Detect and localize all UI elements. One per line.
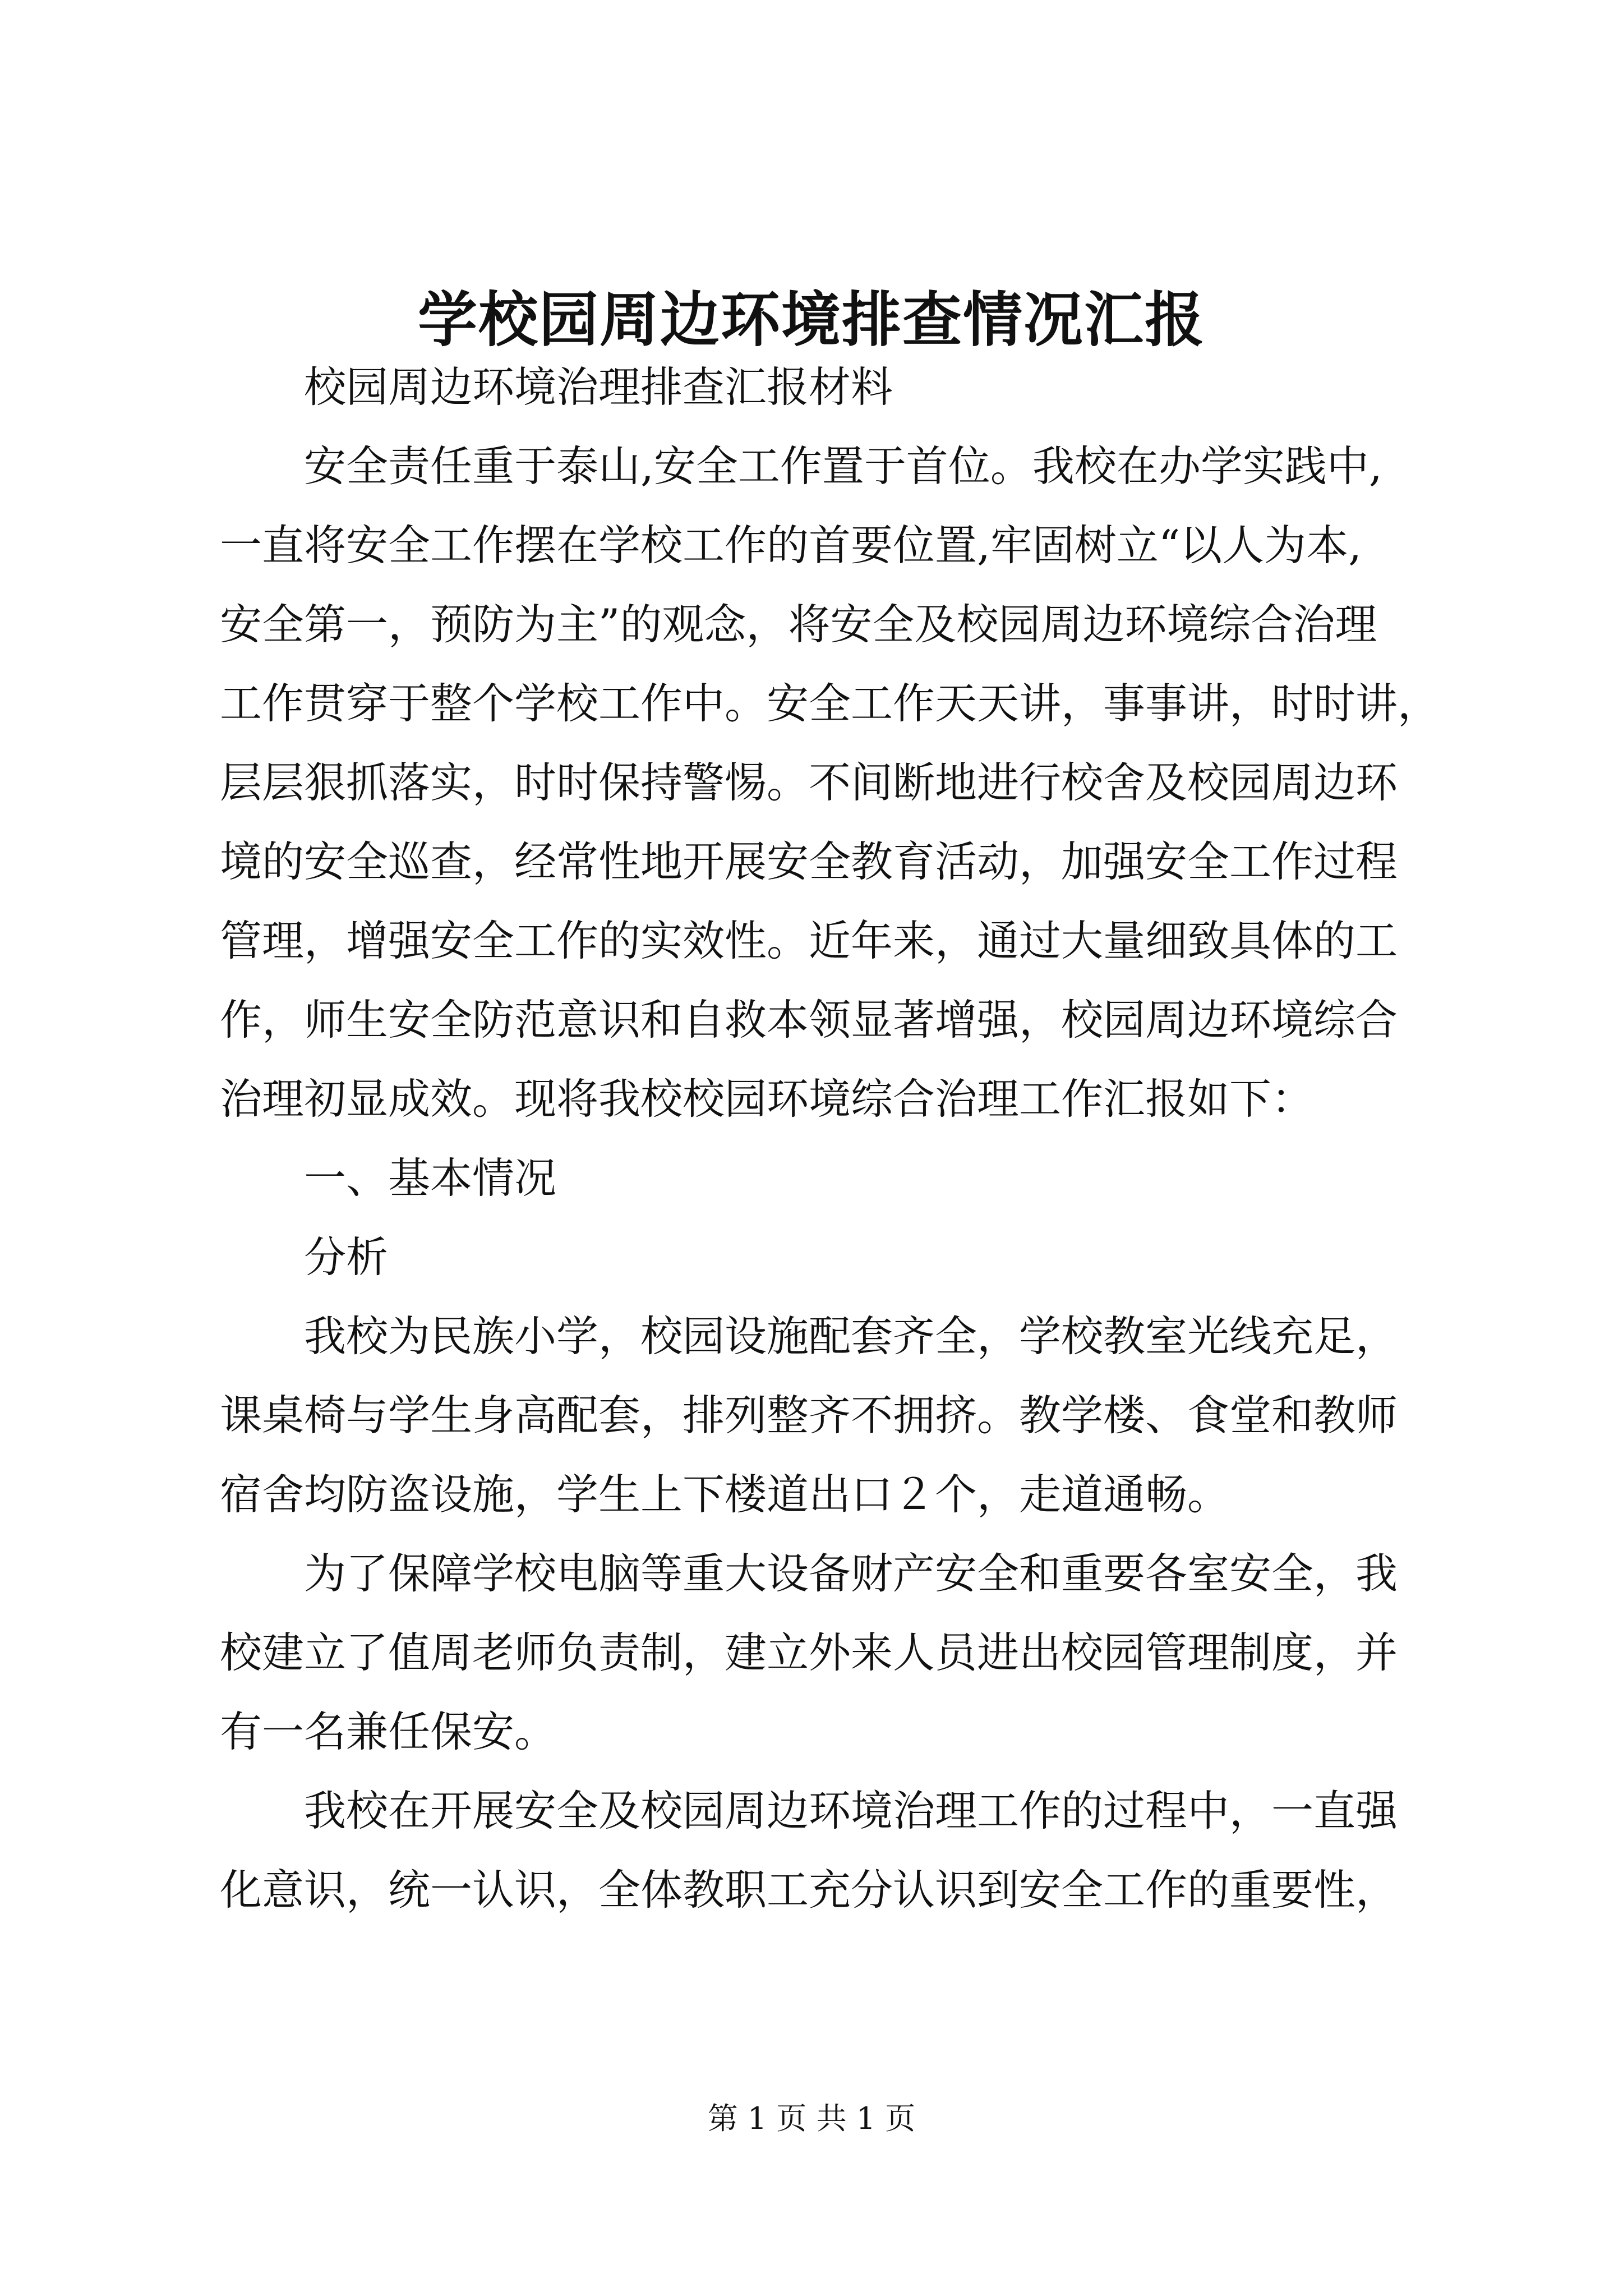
section-heading: 一、基本情况 xyxy=(220,1153,557,1203)
text-line: 化意识，统一认识，全体教职工充分认识到安全工作的重要性， xyxy=(220,1865,1398,1915)
text-line: 我校在开展安全及校园周边环境治理工作的过程中，一直强 xyxy=(220,1786,1398,1835)
text-line: 我校为民族小学，校园设施配套齐全，学校教室光线充足， xyxy=(220,1312,1398,1361)
document-body xyxy=(220,348,1440,1930)
text-line: 作，师生安全防范意识和自救本领显著增强，校园周边环境综合 xyxy=(220,995,1398,1045)
page-footer: 第 1 页 共 1 页 xyxy=(707,2101,916,2136)
text-line: 为了保障学校电脑等重大设备财产安全和重要各室安全，我 xyxy=(220,1549,1398,1598)
text-line: 一直将安全工作摆在学校工作的首要位置,牢固树立“以人为本, xyxy=(220,521,1362,570)
text-line: 分析 xyxy=(220,1232,389,1282)
document-title: 学校园周边环境排查情况汇报 xyxy=(418,284,1205,355)
text-line: 有一名兼任保安。 xyxy=(220,1707,557,1756)
text-line: 层层狠抓落实，时时保持警惕。不间断地进行校舍及校园周边环 xyxy=(220,758,1398,807)
text-line: 安全责任重于泰山,安全工作置于首位。我校在办学实践中, xyxy=(220,441,1382,491)
text-line: 校园周边环境治理排查汇报材料 xyxy=(220,362,893,412)
text-line: 管理，增强安全工作的实效性。近年来，通过大量细致具体的工 xyxy=(220,916,1398,965)
text-line: 宿舍均防盗设施，学生上下楼道出口２个，走道通畅。 xyxy=(220,1470,1230,1519)
text-line: 课桌椅与学生身高配套，排列整齐不拥挤。教学楼、食堂和教师 xyxy=(220,1391,1398,1440)
text-line: 治理初显成效。现将我校校园环境综合治理工作汇报如下： xyxy=(220,1074,1314,1124)
text-line: 校建立了值周老师负责制，建立外来人员进出校园管理制度，并 xyxy=(220,1628,1398,1677)
text-line: 工作贯穿于整个学校工作中。安全工作天天讲，事事讲，时时讲， xyxy=(220,679,1440,728)
text-line: 安全第一，预防为主”的观念，将安全及校园周边环境综合治理 xyxy=(220,600,1377,649)
text-line: 境的安全巡查，经常性地开展安全教育活动，加强安全工作过程 xyxy=(220,837,1398,886)
